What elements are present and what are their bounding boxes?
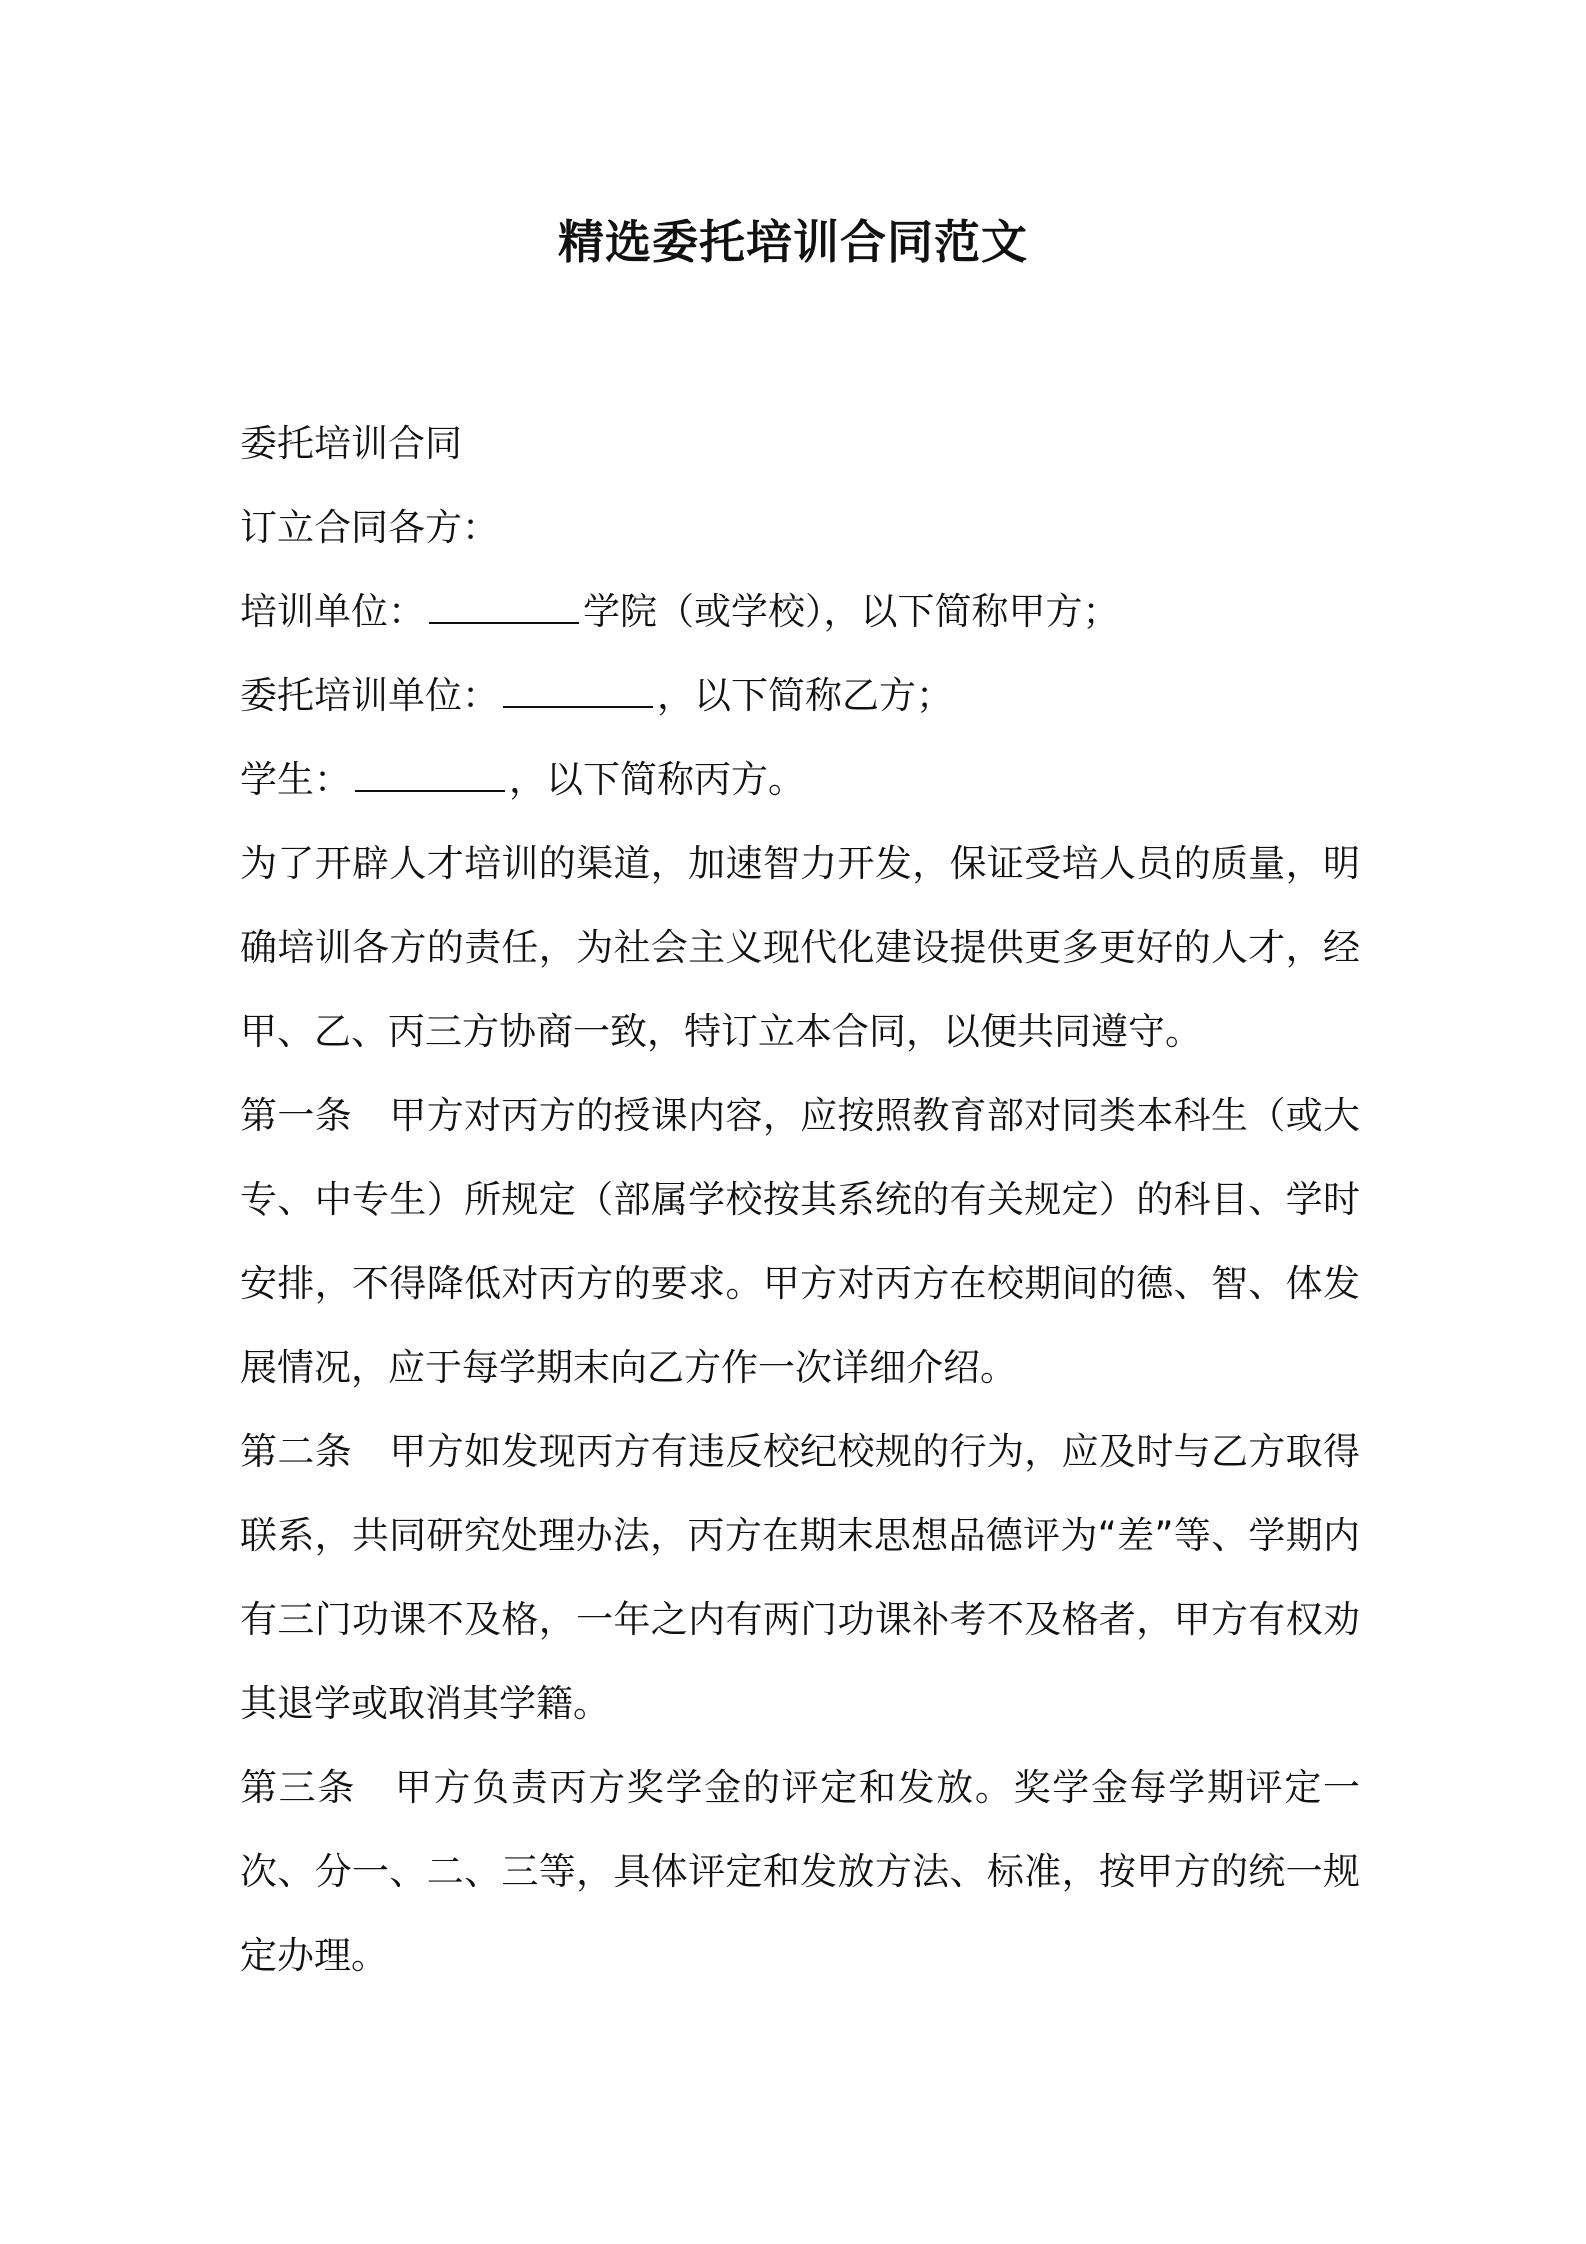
article-3-text: 甲方负责丙方奖学金的评定和发放。奖学金每学期评定一次、分一、二、三等，具体评定和发放方法、标准，按甲方的统一规定办理。 [240, 1766, 1361, 1977]
party-b-prefix: 委托培训单位： [240, 674, 499, 717]
preamble-paragraph: 为了开辟人才培训的渠道，加速智力开发，保证受培人员的质量，明确培训各方的责任，为社会主义现代化建设提供更多更好的人才，经甲、乙、丙三方协商一致，特订立本合同，以便共同遵守。 [240, 842, 1360, 1053]
parties-intro: 订立合同各方： [240, 506, 499, 549]
party-b-suffix: ，以下简称乙方； [657, 674, 953, 717]
article-3-label: 第三条 [240, 1766, 357, 1809]
document-title: 精选委托培训合同范文 [558, 215, 1028, 269]
document-body [240, 402, 1360, 1998]
party-c-prefix: 学生： [240, 758, 351, 801]
party-b-line [240, 654, 1360, 738]
party-b-blank [503, 672, 653, 708]
party-a-blank [429, 588, 579, 624]
article-2-text: 甲方如发现丙方有违反校纪校规的行为，应及时与乙方取得联系，共同研究处理办法，丙方在期末思想品德评为“差”等、学期内有三门功课不及格，一年之内有两门功课补考不及格者，甲方有权劝其退学或取消其学籍。 [240, 1430, 1361, 1725]
party-c-blank [355, 756, 505, 792]
article-3 [240, 1746, 1360, 1998]
party-a-line [240, 570, 1360, 654]
party-c-line [240, 738, 1360, 822]
party-a-prefix: 培训单位： [240, 590, 425, 633]
contract-heading: 委托培训合同 [240, 422, 462, 465]
party-c-suffix: ，以下简称丙方。 [509, 758, 805, 801]
article-2-label: 第二条 [240, 1430, 353, 1473]
article-2 [240, 1410, 1360, 1746]
article-1 [240, 1074, 1360, 1410]
article-1-label: 第一条 [240, 1094, 353, 1137]
party-a-suffix: 学院（或学校），以下简称甲方； [583, 590, 1120, 633]
article-1-text: 甲方对丙方的授课内容，应按照教育部对同类本科生（或大专、中专生）所规定（部属学校按其系统的有关规定）的科目、学时安排，不得降低对丙方的要求。甲方对丙方在校期间的德、智、体发展情况，应于每学期末向乙方作一次详细介绍。 [240, 1094, 1361, 1389]
